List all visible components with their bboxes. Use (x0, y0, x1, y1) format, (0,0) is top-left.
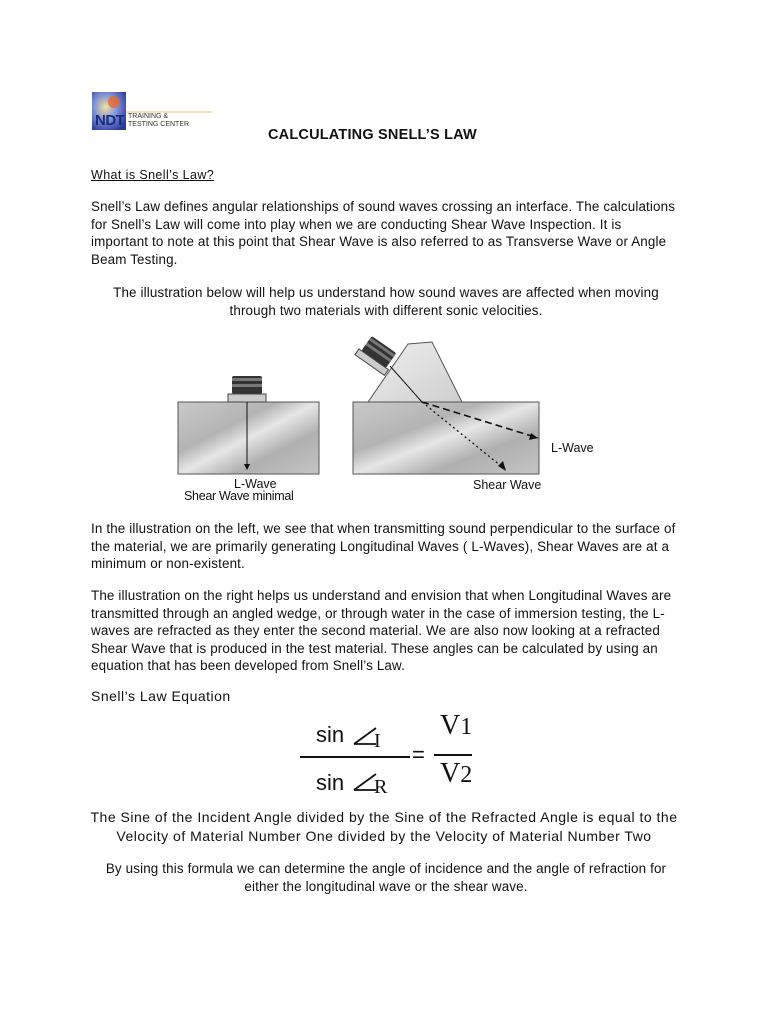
intro-paragraph: Snell’s Law defines angular relationships of sound waves crossing an interface. The calculations for Snell’s Law will come into play when we are conducting Shear Wave Inspection. It is important to note at this point that Shear Wave is also referred to as Transverse Wave or Angle Beam Testing. (91, 199, 676, 267)
logo-line-1: TRAINING & (128, 113, 169, 120)
page-title: CALCULATING SNELL’S LAW (268, 127, 477, 143)
right-illustration-explanation: The illustration on the right helps us understand and envision that when Longitudinal Waves are transmitted through an angled wedge, or through water in the case of immersion testing, the L-waves are refracted as they enter the second material. We are also now looking at a refracted Shear Wave that is produced in the test material. These angles can be calculated by using an equation that has been developed from Snell’s Law. (91, 588, 672, 673)
logo-mark-text: NDT (95, 112, 125, 129)
velocity-two: V2 (440, 758, 473, 789)
logo-line-2: TESTING CENTER (128, 121, 190, 128)
left-shear-minimal-label: Shear Wave minimal (184, 489, 294, 503)
ndt-logo (92, 92, 214, 146)
illustration-intro: The illustration below will help us understand how sound waves are affected when moving through two materials with different sonic velocities. (113, 285, 659, 318)
equals-sign: = (412, 742, 425, 767)
right-shear-label: Shear Wave (473, 478, 542, 492)
left-illustration-explanation: In the illustration on the left, we see that when transmitting sound perpendicular to the surface of the material, we are primarily generating Longitudinal Waves ( L-Waves), Shear Waves are at a minimum or non-existent. (91, 521, 676, 571)
left-transducer (228, 376, 266, 402)
refracted-subscript: R (374, 776, 388, 798)
right-fraction-bar (434, 754, 472, 756)
right-lwave-label: L-Wave (551, 441, 594, 455)
snells-law-equation (300, 708, 480, 804)
left-fraction-bar (300, 756, 410, 758)
section-heading: What is Snell’s Law? (91, 168, 215, 182)
equation-heading: Snell’s Law Equation (91, 688, 231, 704)
velocity-one: V1 (440, 710, 473, 741)
left-test-block (178, 402, 319, 474)
incident-subscript: I (374, 730, 381, 752)
closing-paragraph: By using this formula we can determine the angle of incidence and the angle of refraction for either the longitudinal wave or the shear wave. (105, 861, 667, 894)
right-test-block (353, 402, 539, 474)
left-lwave-label: L-Wave (234, 477, 277, 491)
numerator-sin: sin (316, 722, 345, 747)
equation-description: The Sine of the Incident Angle divided by the Sine of the Refracted Angle is equal to the Velocity of Material Number One divided by the Velocity of Material Number Two (90, 809, 678, 844)
denominator-sin: sin (316, 770, 345, 795)
